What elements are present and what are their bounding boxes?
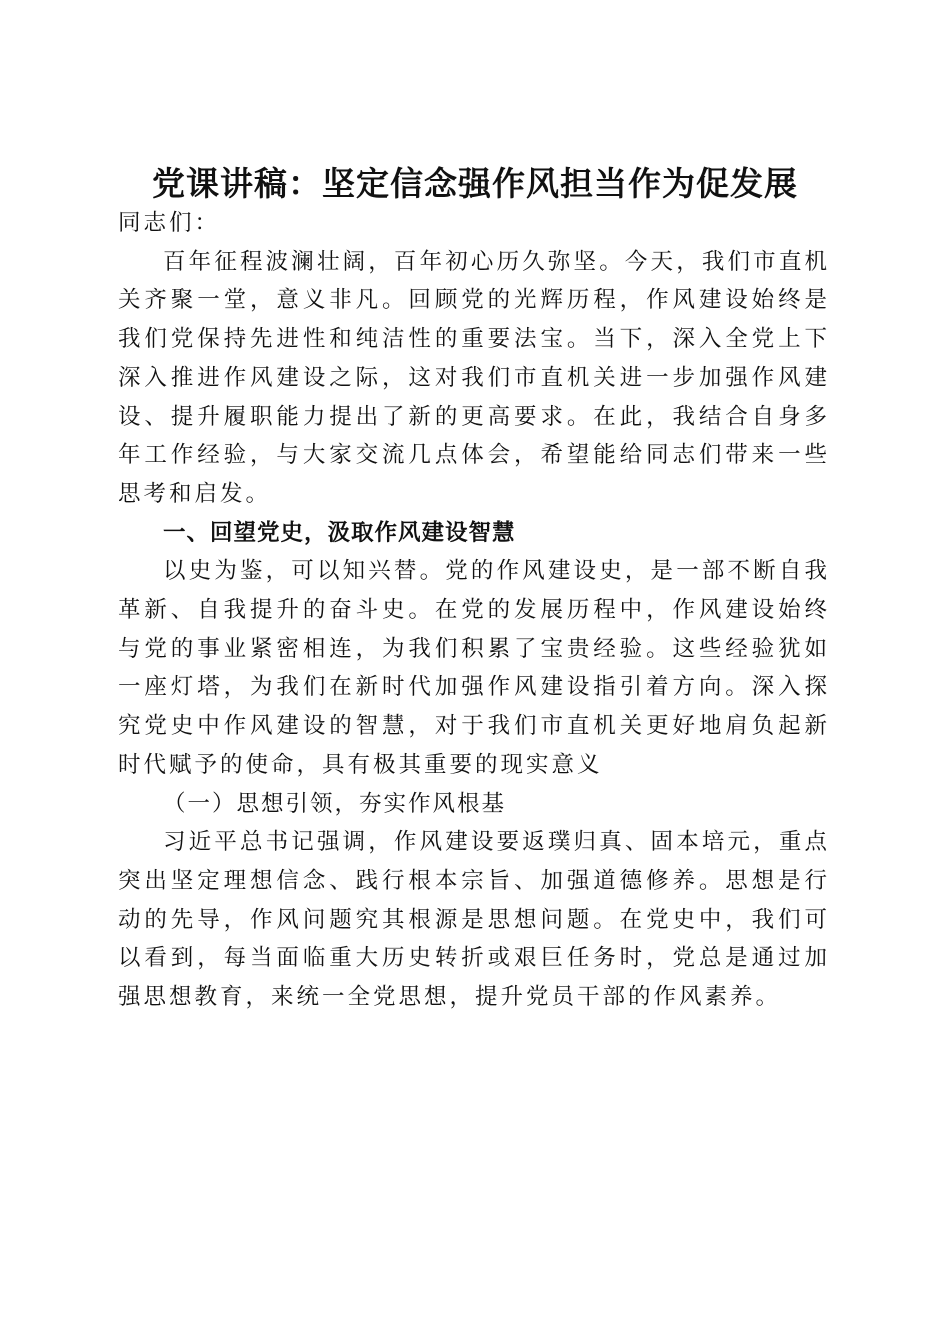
greeting: 同志们： xyxy=(118,210,221,236)
section-1-paragraph: 以史为鉴，可以知兴替。党的作风建设史，是一部不断自我革新、自我提升的奋斗史。在党的发展历程中，作风建设始终与党的事业紧密相连，为我们积累了宝贵经验。这些经验犹如一座灯塔，为我们在新时代加强作风建设指引着方向。深入探究党史中作风建设的智慧，对于我们市直机关更好地肩负起新时代赋予的使命，具有极其重要的现实意义 xyxy=(118,558,830,778)
document-title: 党课讲稿：坚定信念强作风担当作为促发展 xyxy=(152,164,798,204)
document-body xyxy=(118,204,830,1017)
subsection-1-paragraph: 习近平总书记强调，作风建设要返璞归真、固本培元，重点突出坚定理想信念、践行根本宗旨、加强道德修养。思想是行动的先导，作风问题究其根源是思想问题。在党史中，我们可以看到，每当面临重大历史转折或艰巨任务时，党总是通过加强思想教育，来统一全党思想，提升党员干部的作风素养。 xyxy=(118,829,830,1011)
subsection-heading-1: （一）思想引领，夯实作风根基 xyxy=(163,790,507,817)
intro-paragraph: 百年征程波澜壮阔，百年初心历久弥坚。今天，我们市直机关齐聚一堂，意义非凡。回顾党的光辉历程，作风建设始终是我们党保持先进性和纯洁性的重要法宝。当下，深入全党上下深入推进作风建设之际，这对我们市直机关进一步加强作风建设、提升履职能力提出了新的更高要求。在此，我结合自身多年工作经验，与大家交流几点体会，希望能给同志们带来一些思考和启发。 xyxy=(118,248,830,507)
section-heading-1: 一、回望党史，汲取作风建设智慧 xyxy=(163,519,516,546)
